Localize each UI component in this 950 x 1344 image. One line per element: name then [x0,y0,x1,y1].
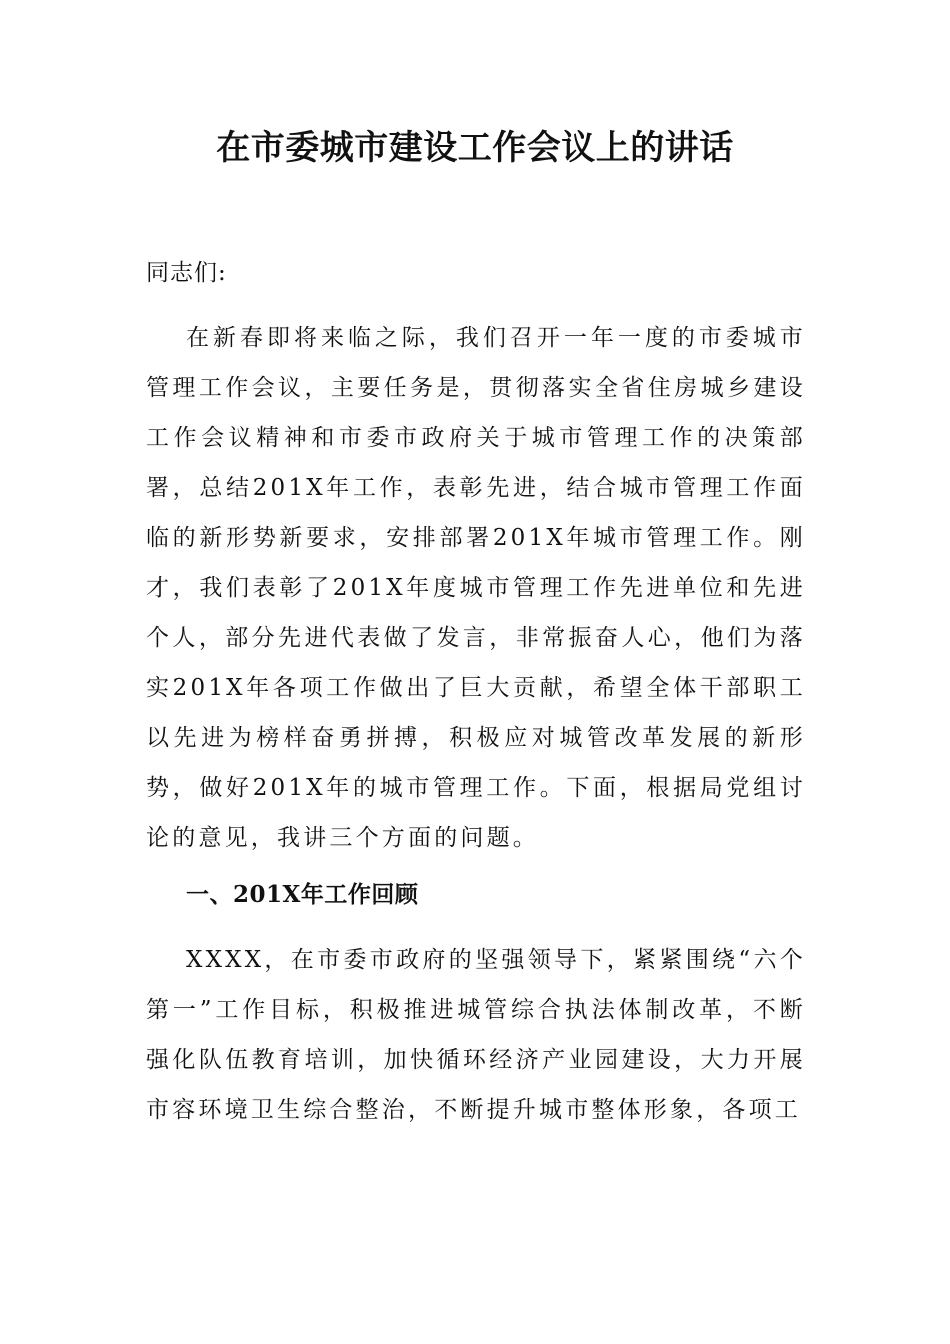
salutation: 同志们: [146,260,227,286]
paragraph-intro: 在新春即将来临之际，我们召开一年一度的市委城市管理工作会议，主要任务是，贯彻落实全省住房城乡建设工作会议精神和市委市政府关于城市管理工作的决策部署，总结201X年工作，表彰先进，结合城市管理工作面临的新形势新要求，安排部署201X年城市管理工作。刚才，我们表彰了201X年度城市管理工作先进单位和先进个人，部分先进代表做了发言，非常振奋人心，他们为落实201X年各项工作做出了巨大贡献，希望全体干部职工以先进为榜样奋勇拼搏，积极应对城管改革发展的新形势，做好201X年的城市管理工作。下面，根据局党组讨论的意见，我讲三个方面的问题。 [146,325,806,851]
document-title: 在市委城市建设工作会议上的讲话 [216,128,734,168]
paragraph-review: XXXX，在市委市政府的坚强领导下，紧紧围绕“六个第一”工作目标，积极推进城管综合执法体制改革，不断强化队伍教育培训，加快循环经济产业园建设，大力开展市容环境卫生综合整治，不断提升城市整体形象，各项工 [146,947,806,1123]
section-heading-1: 一、201X年工作回顾 [186,881,419,908]
